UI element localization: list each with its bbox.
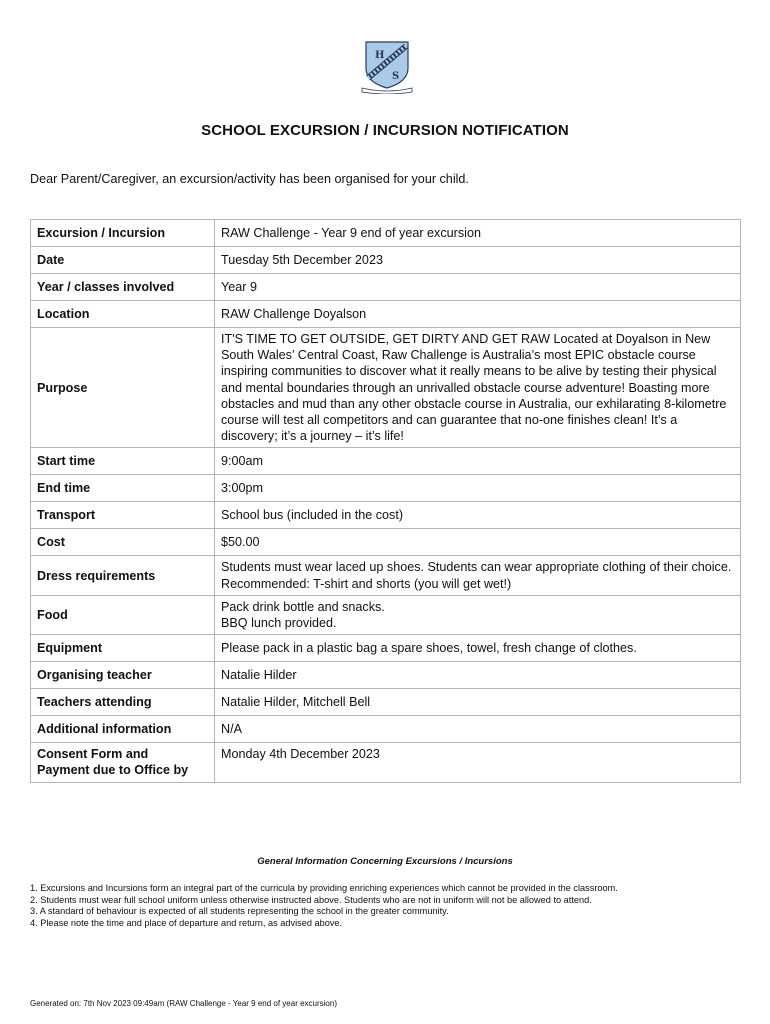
label-line: Consent Form and [37, 747, 149, 762]
row-label: Transport [31, 502, 215, 529]
row-value: 9:00am [215, 448, 741, 475]
row-label: Year / classes involved [31, 274, 215, 301]
svg-text:H: H [375, 50, 385, 61]
row-label: Additional information [31, 716, 215, 743]
table-row [31, 595, 741, 634]
general-info-list [30, 883, 618, 929]
table-row [31, 716, 741, 743]
generated-footer: Generated on: 7th Nov 2023 09:49am (RAW Challenge - Year 9 end of year excursion) [30, 999, 337, 1008]
table-row [31, 448, 741, 475]
page-title: SCHOOL EXCURSION / INCURSION NOTIFICATION [201, 122, 569, 139]
row-label: End time [31, 475, 215, 502]
row-value: Please pack in a plastic bag a spare shoes, towel, fresh change of clothes. [215, 635, 741, 662]
value-line: Recommended: T-shirt and shorts (you will get wet!) [221, 576, 512, 591]
row-value: IT'S TIME TO GET OUTSIDE, GET DIRTY AND GET RAW Located at Doyalson in New South Wales’ Central Coast, Raw Challenge is Australia’s most EPIC obstacle course inspiring communities to discover what it really means to be alive by testing their physical and mental boundaries through an unrivalled obstacle course adventure! Boasting more obstacles and mud than any other obstacle course in Australia, our exhilarating 8-kilometre course will test all competitors and can guarantee that no-one finishes clean! It’s a discovery; it’s a journey – it’s life! [215, 328, 741, 448]
general-info-heading: General Information Concerning Excursions / Incursions [257, 856, 513, 867]
table-row [31, 662, 741, 689]
row-label: Date [31, 247, 215, 274]
row-value [215, 595, 741, 634]
table-row [31, 220, 741, 247]
list-item: 1. Excursions and Incursions form an integral part of the curricula by providing enriching experiences which cannot be provided in the classroom. [30, 883, 618, 893]
row-value [215, 556, 741, 595]
table-row [31, 475, 741, 502]
row-value: RAW Challenge Doyalson [215, 301, 741, 328]
table-row [31, 328, 741, 448]
table-row [31, 301, 741, 328]
row-label: Location [31, 301, 215, 328]
label-line: Payment due to Office by [37, 763, 189, 778]
school-crest-logo [358, 38, 416, 94]
row-value: Monday 4th December 2023 [215, 743, 741, 782]
list-item: 2. Students must wear full school uniform unless otherwise instructed above. Students who are not in uniform will not be allowed to attend. [30, 894, 592, 905]
table-row [31, 274, 741, 301]
row-label: Organising teacher [31, 662, 215, 689]
table-row [31, 247, 741, 274]
table-row [31, 635, 741, 662]
value-line: Pack drink bottle and snacks. [221, 599, 385, 614]
row-label: Excursion / Incursion [31, 220, 215, 247]
table-row [31, 502, 741, 529]
row-value: N/A [215, 716, 741, 743]
row-label: Teachers attending [31, 689, 215, 716]
table-row [31, 689, 741, 716]
row-value: Natalie Hilder, Mitchell Bell [215, 689, 741, 716]
table-row [31, 556, 741, 595]
list-item: 3. A standard of behaviour is expected of all students representing the school in the greater community. [30, 906, 449, 917]
row-label: Start time [31, 448, 215, 475]
row-value: 3:00pm [215, 475, 741, 502]
row-value: School bus (included in the cost) [215, 502, 741, 529]
intro-text: Dear Parent/Caregiver, an excursion/activity has been organised for your child. [30, 172, 469, 186]
table-row [31, 743, 741, 782]
excursion-details-table [30, 219, 741, 783]
value-line: BBQ lunch provided. [221, 616, 337, 631]
value-line: Students must wear laced up shoes. Students can wear appropriate clothing of their choice. [221, 560, 732, 575]
row-label: Purpose [31, 328, 215, 448]
row-value: RAW Challenge - Year 9 end of year excursion [215, 220, 741, 247]
row-value: Natalie Hilder [215, 662, 741, 689]
row-label: Dress requirements [31, 556, 215, 595]
row-value: Year 9 [215, 274, 741, 301]
list-item: 4. Please note the time and place of departure and return, as advised above. [30, 917, 343, 928]
svg-text:S: S [392, 71, 400, 82]
row-value: Tuesday 5th December 2023 [215, 247, 741, 274]
row-label: Food [31, 595, 215, 634]
row-label: Cost [31, 529, 215, 556]
table-row [31, 529, 741, 556]
row-label [31, 743, 215, 782]
row-value: $50.00 [215, 529, 741, 556]
row-label: Equipment [31, 635, 215, 662]
